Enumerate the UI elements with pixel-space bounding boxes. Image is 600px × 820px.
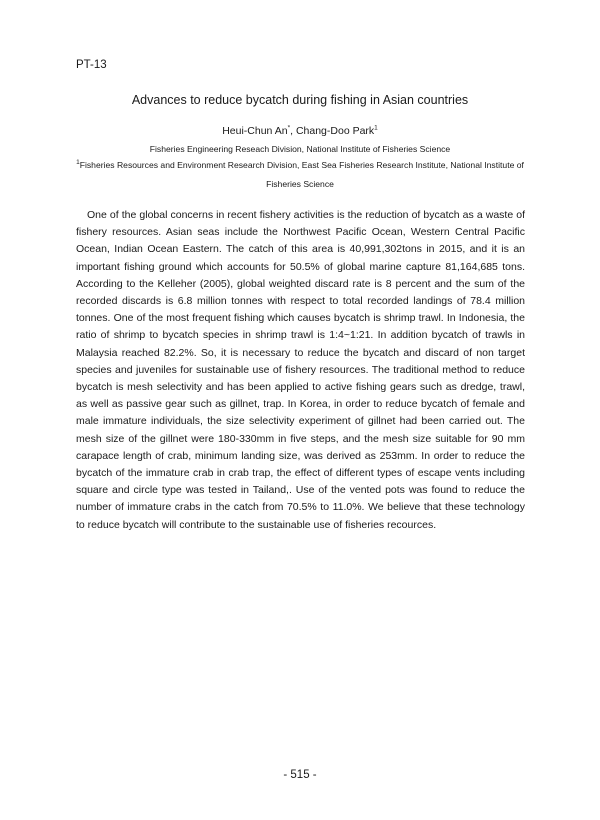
page-number: - 515 - xyxy=(283,769,317,781)
author-1: Heui-Chun An xyxy=(222,125,288,137)
corresponding-author-mark: * xyxy=(287,124,291,132)
affiliation-mark: 1 xyxy=(374,124,378,132)
paper-title: Advances to reduce bycatch during fishing in Asian countries xyxy=(131,93,469,107)
author-line xyxy=(0,125,600,137)
affiliation-primary: Fisheries Engineering Reseach Division, National Institute of Fisheries Science xyxy=(149,144,451,154)
author-separator: , xyxy=(290,125,296,137)
author-2: Chang-Doo Park xyxy=(295,125,375,137)
abstract-body: One of the global concerns in recent fishery activities is the reduction of bycatch as a waste of fishery resources. Asian seas include the Northwest Pacific Ocean, Western Central Pacific Ocean, Indian Ocean Eastern. The catch of this area is 40,991,302tons in 2015, and it is an important fishing ground which accounts for 50.5% of global marine capture 81,164,685 tons. According to the Kelleher (2005), global weighted discard rate is 8 percent and the sum of the recorded discards is 6.8 million tonnes with respect to total recorded landings of 78.4 million tonnes. One of the most frequent fishing which causes bycatch is shrimp trawl. In Indonesia, the ratio of shrimp to bycatch species in shrimp trawl is 1:4~1:21. In addition bycatch of trawls in Malaysia reached 82.2%. So, it is necessary to reduce the bycatch and discard of non target species and juveniles for sustainable use of fishery resources. The traditional method to reduce bycatch is mesh selectivity and has been applied to active fishing gears such as dredge, trawl, as well as passive gear such as gillnet, trap. In Korea, in order to reduce bycatch of female and male immature individuals, the size selectivity experiment of gillnet had been carried out. The mesh size of the gillnet were 180-330mm in five steps, and the mesh size suitable for 90 mm carapace length of crab, minimum landing size, was derived as 253mm. In order to reduce the bycatch of the immature crab in crab trap, the effect of different types of escape vents including square and circle type was tested in Tailand,. Use of the vented pots was found to reduce the number of immature crabs in the catch from 70.5% to 11.0%. We believe that these technology to reduce bycatch will contribute to the sustainable use of fisheries recources. xyxy=(76,209,525,531)
page-code: PT-13 xyxy=(76,59,107,71)
affiliation-secondary-mark: 1 xyxy=(76,159,80,167)
affiliation-secondary-line-2: Fisheries Science xyxy=(266,179,334,189)
affiliation-secondary xyxy=(0,160,600,170)
affiliation-secondary-line-1: Fisheries Resources and Environment Research Division, East Sea Fisheries Research Institute, National Institute of xyxy=(79,160,524,170)
